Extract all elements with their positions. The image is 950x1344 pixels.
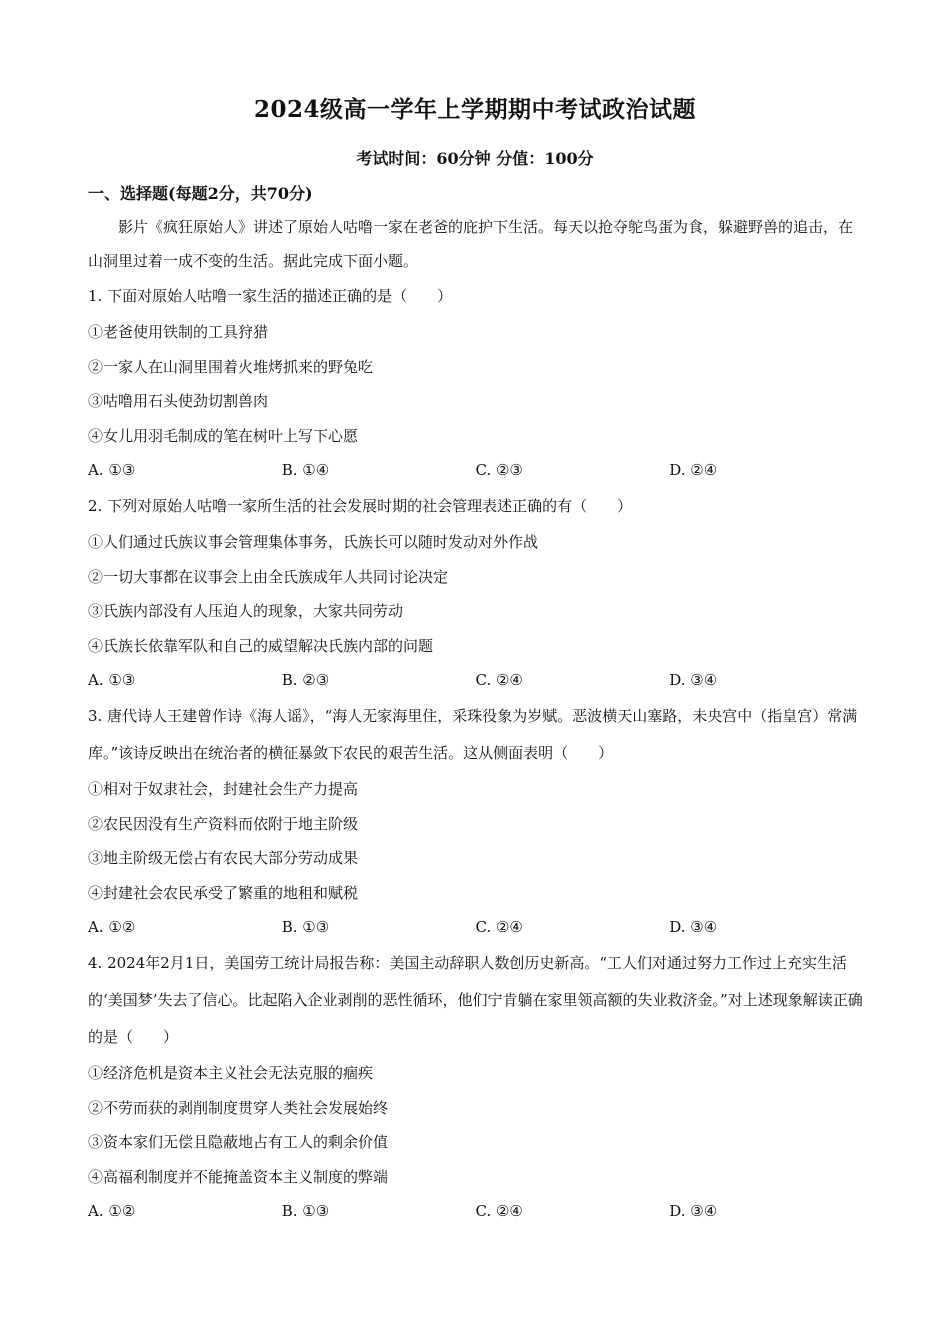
choice-c: C. ②④ — [475, 1202, 523, 1220]
question-stem: 1. 下面对原始人咕噜一家生活的描述正确的是（ ） — [88, 287, 453, 305]
answer-choices — [88, 663, 863, 698]
question-area — [88, 210, 863, 1229]
answer-choices — [88, 910, 863, 945]
reading-passage: 影片《疯狂原始人》讲述了原始人咕噜一家在老爸的庇护下生活。每天以抢夺鸵鸟蛋为食，躲避野兽的追击，在山洞里过着一成不变的生活。据此完成下面小题。 — [88, 218, 854, 270]
statement: ③资本家们无偿且隐蔽地占有工人的剩余价值 — [88, 1133, 389, 1151]
choice-d: D. ③④ — [669, 671, 718, 689]
answer-choices — [88, 453, 863, 488]
choice-d: D. ③④ — [669, 918, 718, 936]
question-1 — [88, 278, 863, 488]
choice-b: B. ②③ — [281, 671, 330, 689]
question-2 — [88, 488, 863, 698]
choice-d: D. ②④ — [669, 461, 718, 479]
statement: ②一切大事都在议事会上由全氏族成年人共同讨论决定 — [88, 567, 449, 586]
statement: ①老爸使用铁制的工具狩猎 — [88, 323, 269, 341]
choice-a: A. ①② — [88, 918, 136, 936]
section-heading: 一、选择题(每题2分，共70分) — [88, 184, 313, 203]
statement: ①人们通过氏族议事会管理集体事务，氏族长可以随时发动对外作战 — [88, 533, 539, 551]
statement: ①相对于奴隶社会，封建社会生产力提高 — [88, 780, 359, 798]
question-3 — [88, 698, 863, 945]
question-stem: 3. 唐代诗人王建曾作诗《海人谣》，“海人无家海里住，采珠役象为岁赋。恶波横天山塞路，未央宫中（指皇宫）常满库。”该诗反映出在统治者的横征暴敛下农民的艰苦生活。这从侧面表明（ ） — [88, 707, 858, 762]
choice-b: B. ①③ — [281, 918, 330, 936]
choice-c: C. ②④ — [475, 918, 523, 936]
statement: ④封建社会农民承受了繁重的地租和赋税 — [88, 883, 359, 902]
choice-c: C. ②③ — [475, 461, 523, 479]
question-stem: 2. 下列对原始人咕噜一家所生活的社会发展时期的社会管理表述正确的有（ ） — [88, 497, 633, 515]
exam-info: 考试时间：60分钟 分值：100分 — [356, 149, 594, 168]
answer-choices — [88, 1194, 863, 1229]
choice-a: A. ①② — [88, 1202, 136, 1220]
statement: ③地主阶级无偿占有农民大部分劳动成果 — [88, 849, 359, 867]
statement: ④高福利制度并不能掩盖资本主义制度的弊端 — [88, 1167, 389, 1186]
statement: ③氏族内部没有人压迫人的现象，大家共同劳动 — [88, 602, 404, 620]
question-4 — [88, 945, 863, 1229]
choice-b: B. ①④ — [281, 461, 330, 479]
choice-d: D. ③④ — [669, 1202, 718, 1220]
choice-a: A. ①③ — [88, 671, 136, 689]
statement: ②农民因没有生产资料而依附于地主阶级 — [88, 814, 359, 833]
choice-a: A. ①③ — [88, 461, 136, 479]
statement: ②一家人在山洞里围着火堆烤抓来的野兔吃 — [88, 357, 374, 376]
statement: ④氏族长依靠军队和自己的威望解决氏族内部的问题 — [88, 636, 434, 655]
question-stem: 4. 2024年2月1日，美国劳工统计局报告称：美国主动辞职人数创历史新高。“工人们对通过努力工作过上充实生活的‘美国梦’失去了信心。比起陷入企业剥削的恶性循环，他们宁肯躺在家里领高额的失业救济金。”对上述现象解读正确的是（ ） — [88, 954, 863, 1046]
statement: ③咕噜用石头使劲切割兽肉 — [88, 392, 269, 410]
statement: ④女儿用羽毛制成的笔在树叶上写下心愿 — [88, 426, 359, 445]
choice-c: C. ②④ — [475, 671, 523, 689]
statement: ②不劳而获的剥削制度贯穿人类社会发展始终 — [88, 1098, 389, 1117]
statement: ①经济危机是资本主义社会无法克服的痼疾 — [88, 1064, 374, 1082]
page-title: 2024级高一学年上学期期中考试政治试题 — [253, 96, 696, 123]
choice-b: B. ①③ — [281, 1202, 330, 1220]
